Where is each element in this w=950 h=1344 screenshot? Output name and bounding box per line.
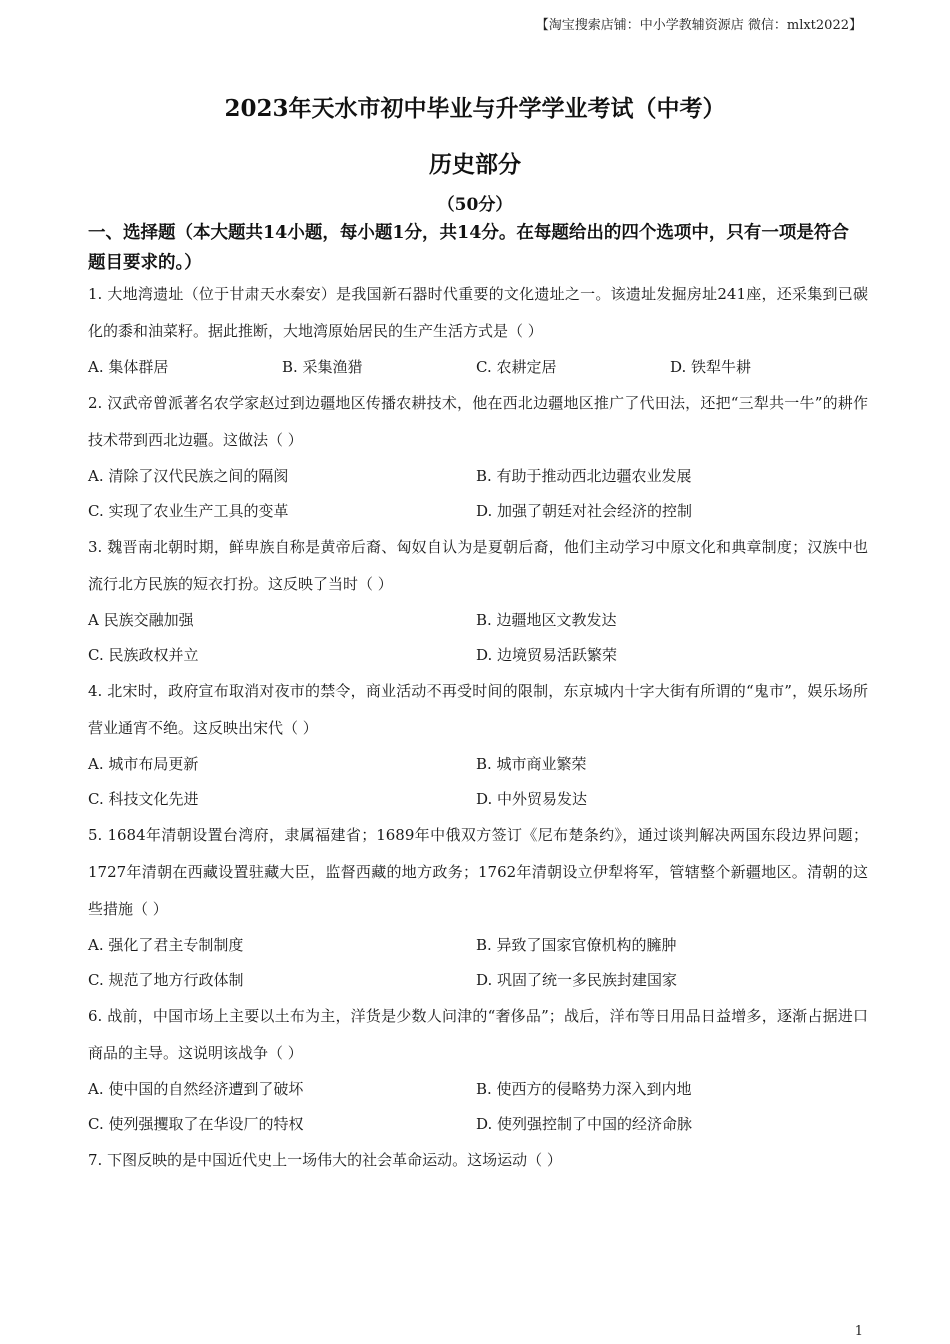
question-6	[88, 998, 868, 1142]
option-a[interactable]: A. 集体群居	[88, 358, 169, 376]
option-c[interactable]: C. 民族政权并立	[88, 646, 199, 664]
option-d[interactable]: D. 巩固了统一多民族封建国家	[476, 971, 678, 989]
option-group	[88, 350, 868, 385]
question-1	[88, 276, 868, 385]
option-b[interactable]: B. 有助于推动西北边疆农业发展	[476, 467, 692, 485]
question-2	[88, 385, 868, 529]
question-stem: 4. 北宋时，政府宣布取消对夜市的禁令，商业活动不再受时间的限制，东京城内十字大街有所谓的“鬼市”，娱乐场所营业通宵不绝。这反映出宋代（ ）	[88, 682, 868, 737]
option-b[interactable]: B. 异致了国家官僚机构的臃肿	[476, 936, 677, 954]
option-b[interactable]: B. 城市商业繁荣	[476, 755, 587, 773]
option-c[interactable]: C. 规范了地方行政体制	[88, 971, 244, 989]
page-number: 1	[854, 1324, 863, 1339]
option-group	[88, 1072, 868, 1142]
total-score: （50分）	[437, 195, 513, 215]
subject-title: 历史部分	[429, 151, 521, 178]
option-c[interactable]: C. 使列强攫取了在华设厂的特权	[88, 1115, 304, 1133]
option-c[interactable]: C. 实现了农业生产工具的变革	[88, 502, 289, 520]
option-b[interactable]: B. 使西方的侵略势力深入到内地	[476, 1080, 692, 1098]
option-c[interactable]: C. 科技文化先进	[88, 790, 199, 808]
question-3	[88, 529, 868, 673]
option-a[interactable]: A 民族交融加强	[88, 611, 194, 629]
option-d[interactable]: D. 边境贸易活跃繁荣	[476, 646, 618, 664]
option-b[interactable]: B. 采集渔猎	[282, 358, 363, 376]
question-stem: 6. 战前，中国市场上主要以土布为主，洋货是少数人问津的“奢侈品”；战后，洋布等日用品日益增多，逐渐占据进口商品的主导。这说明该战争（ ）	[88, 1007, 868, 1062]
question-5	[88, 817, 868, 998]
option-d[interactable]: D. 铁犁牛耕	[670, 358, 752, 376]
question-4	[88, 673, 868, 817]
option-a[interactable]: A. 使中国的自然经济遭到了破坏	[88, 1080, 304, 1098]
shop-note: 【淘宝搜索店铺：中小学教辅资源店 微信：mlxt2022】	[535, 18, 862, 33]
option-d[interactable]: D. 中外贸易发达	[476, 790, 588, 808]
option-group	[88, 747, 868, 817]
option-a[interactable]: A. 强化了君主专制制度	[88, 936, 244, 954]
question-7	[88, 1142, 868, 1179]
question-stem: 1. 大地湾遗址（位于甘肃天水秦安）是我国新石器时代重要的文化遗址之一。该遗址发掘房址241座，还采集到已碳化的黍和油菜籽。据此推断，大地湾原始居民的生产生活方式是（ ）	[88, 285, 868, 340]
option-c[interactable]: C. 农耕定居	[476, 358, 557, 376]
question-stem: 3. 魏晋南北朝时期，鲜卑族自称是黄帝后裔、匈奴自认为是夏朝后裔，他们主动学习中原文化和典章制度；汉族中也流行北方民族的短衣打扮。这反映了当时（ ）	[88, 538, 868, 593]
option-group	[88, 603, 868, 673]
option-b[interactable]: B. 边疆地区文教发达	[476, 611, 617, 629]
section-heading: 一、选择题（本大题共14小题，每小题1分，共14分。在每题给出的四个选项中，只有一项是符合题目要求的。）	[88, 223, 849, 273]
option-group	[88, 928, 868, 998]
question-stem: 5. 1684年清朝设置台湾府，隶属福建省；1689年中俄双方签订《尼布楚条约》，通过谈判解决两国东段边界问题；1727年清朝在西藏设置驻藏大臣，监督西藏的地方政务；1762年清朝设立伊犁将军，管辖整个新疆地区。清朝的这些措施（ ）	[88, 826, 868, 918]
option-d[interactable]: D. 使列强控制了中国的经济命脉	[476, 1115, 693, 1133]
question-stem: 2. 汉武帝曾派著名农学家赵过到边疆地区传播农耕技术，他在西北边疆地区推广了代田法，还把“三犁共一牛”的耕作技术带到西北边疆。这做法（ ）	[88, 394, 868, 449]
question-stem: 7. 下图反映的是中国近代史上一场伟大的社会革命运动。这场运动（ ）	[88, 1151, 562, 1169]
question-list	[88, 276, 868, 1179]
option-a[interactable]: A. 清除了汉代民族之间的隔阂	[88, 467, 289, 485]
option-d[interactable]: D. 加强了朝廷对社会经济的控制	[476, 502, 693, 520]
exam-title: 2023年天水市初中毕业与升学学业考试（中考）	[224, 95, 726, 122]
option-group	[88, 459, 868, 529]
option-a[interactable]: A. 城市布局更新	[88, 755, 199, 773]
